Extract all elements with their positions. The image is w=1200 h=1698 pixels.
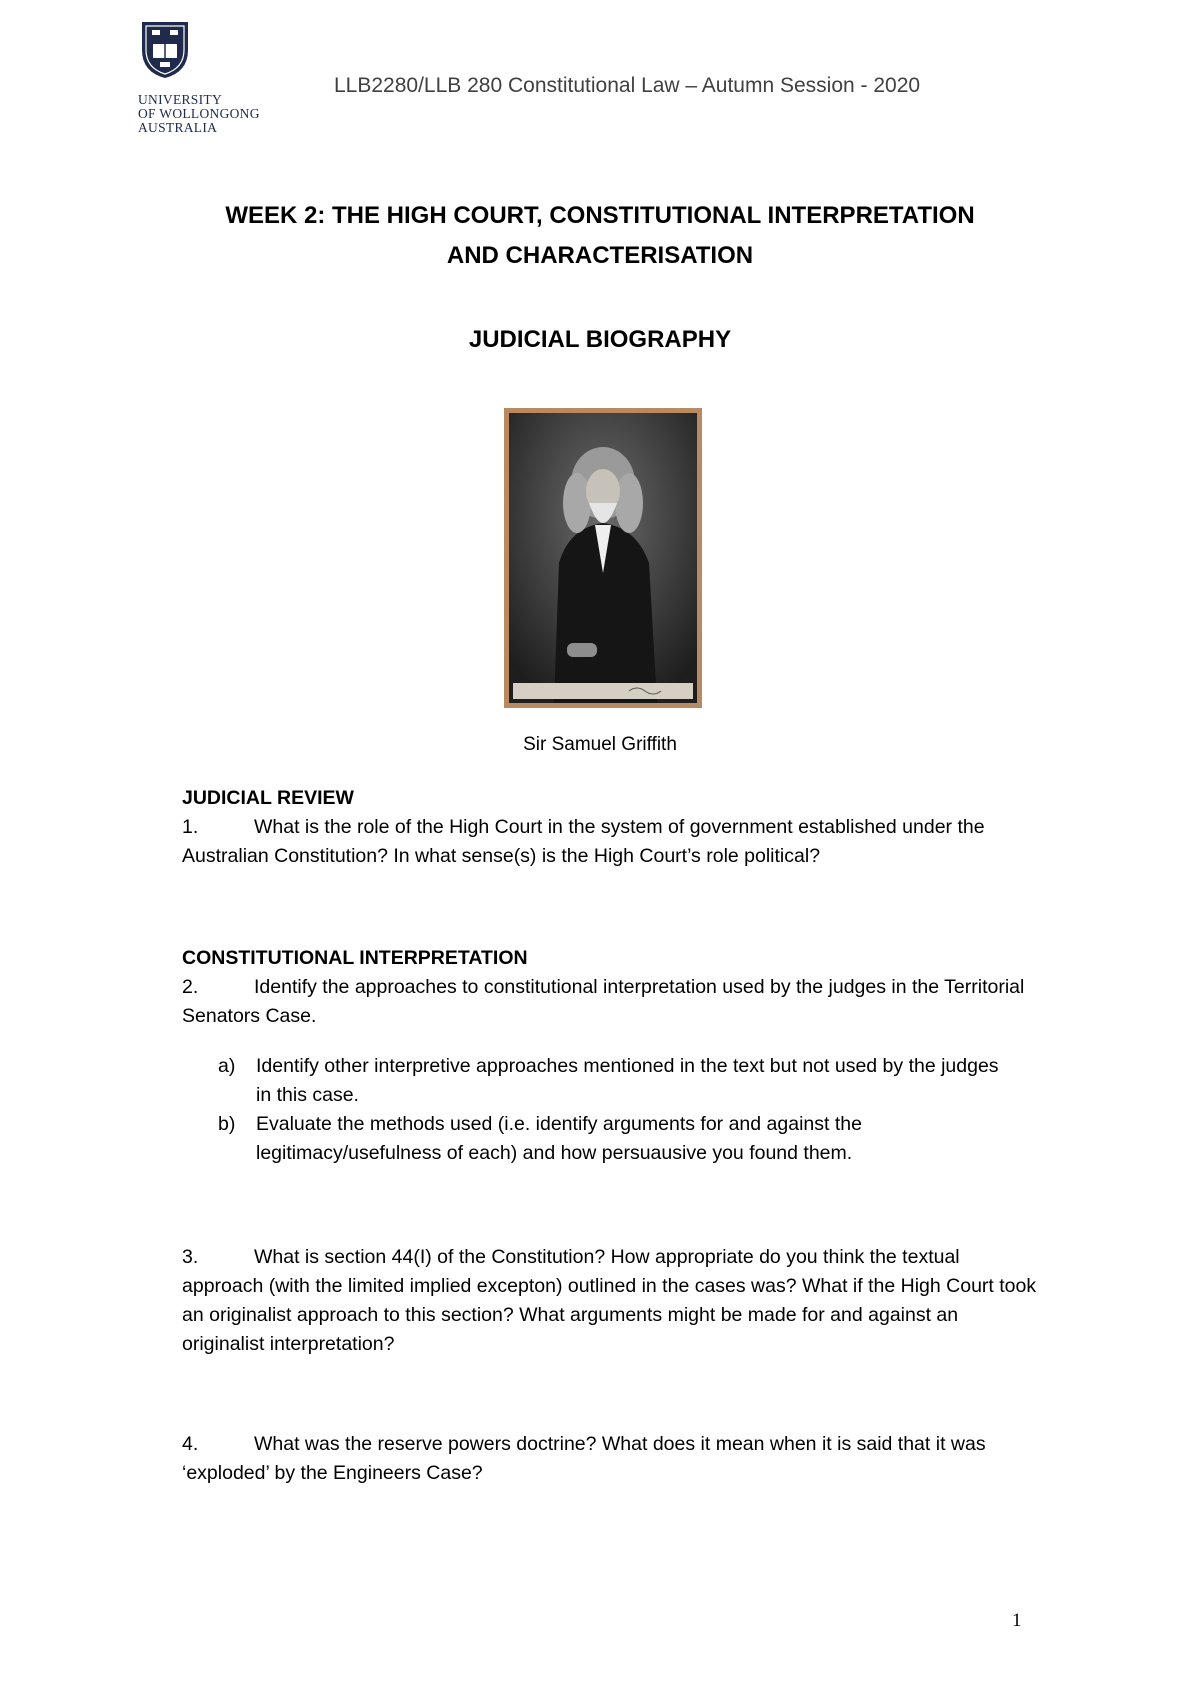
question-2-sub-a: [218, 1052, 1018, 1110]
question-1: [182, 813, 1042, 871]
page-number: 1: [1012, 1610, 1022, 1631]
question-4-number: 4.: [182, 1433, 199, 1455]
question-1-text: What is the role of the High Court in the system of government established under the Australian Constitution? In what sense(s) is the High Court’s role political?: [182, 816, 985, 867]
judge-portrait-image: [509, 413, 697, 703]
document-title-line1: WEEK 2: THE HIGH COURT, CONSTITUTIONAL INTERPRETATION: [225, 202, 975, 229]
sub-b-text: Evaluate the methods used (i.e. identify arguments for and against the legitimacy/usefulness of each) and how persuausive you found them.: [256, 1113, 862, 1164]
section-heading-judicial-review: JUDICIAL REVIEW: [182, 787, 354, 809]
constitutional-interpretation-section: [182, 944, 1042, 1031]
biography-heading: JUDICIAL BIOGRAPHY: [468, 326, 732, 353]
document-title-line2: AND CHARACTERISATION: [446, 242, 754, 269]
question-2-sub-b: [218, 1110, 1018, 1168]
university-name-line1: UNIVERSITY: [138, 92, 222, 107]
portrait-photo: [504, 408, 702, 708]
judicial-review-section: [182, 784, 1042, 871]
question-2-text: Identify the approaches to constitutional interpretation used by the judges in the Territorial Senators Case.: [182, 976, 1025, 1027]
sub-a-text: Identify other interpretive approaches mentioned in the text but not used by the judges in this case.: [256, 1055, 999, 1106]
question-4: [182, 1430, 1042, 1488]
question-3-number: 3.: [182, 1246, 199, 1268]
portrait-caption: Sir Samuel Griffith: [523, 734, 677, 755]
question-2: [182, 973, 1042, 1031]
question-3: [182, 1243, 1042, 1359]
question-1-number: 1.: [182, 816, 199, 838]
sub-a-letter: a): [218, 1055, 236, 1077]
sub-b-letter: b): [218, 1113, 236, 1135]
question-3-text: What is section 44(I) of the Constitution? How appropriate do you think the textual approach (with the limited implied excepton) outlined in the cases was? What if the High Court took an originalist approach to this section? What arguments might be made for and against an originalist interpretation?: [182, 1246, 1037, 1355]
university-logo: [138, 20, 278, 135]
university-name-line3: AUSTRALIA: [138, 120, 218, 135]
university-wordmark: [138, 93, 278, 135]
university-name-line2: OF WOLLONGONG: [138, 106, 260, 121]
question-2-number: 2.: [182, 976, 199, 998]
question-4-text: What was the reserve powers doctrine? What does it mean when it is said that it was ‘exploded’ by the Engineers Case?: [182, 1433, 986, 1484]
university-crest-icon: [140, 20, 190, 80]
course-title: LLB2280/LLB 280 Constitutional Law – Autumn Session - 2020: [334, 74, 921, 97]
document-title: [0, 196, 1200, 276]
section-heading-constitutional-interpretation: CONSTITUTIONAL INTERPRETATION: [182, 947, 528, 969]
